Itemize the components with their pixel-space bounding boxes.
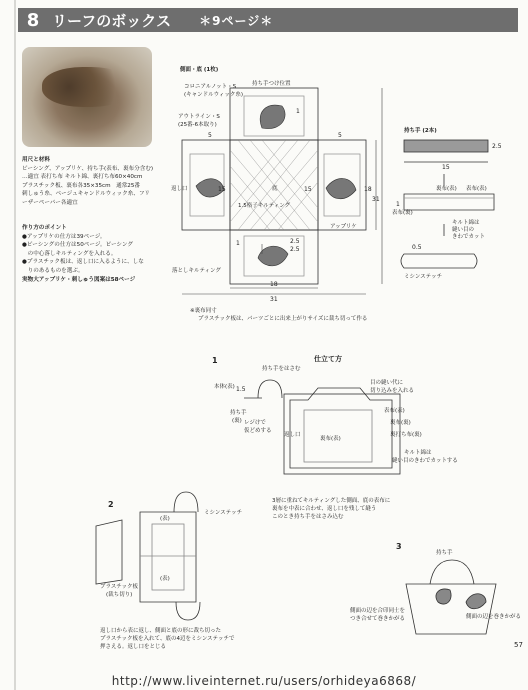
step1-label: 裏打ち布(裏) <box>390 432 422 438</box>
step2-label: (表) <box>160 576 170 582</box>
points-line: の中心落しキルティングを入れる。 <box>22 250 117 257</box>
points-line: ●プラスチック板は、返し口に入るように、しな <box>22 259 144 266</box>
dimension: 31 <box>372 196 380 203</box>
step1-label: 持ち手をはさむ <box>262 366 301 372</box>
step1-label: 切り込みを入れる <box>370 388 415 394</box>
diagram1-label: (キャンドルウィック糸) <box>184 92 243 98</box>
step1-note: 裏布を中表に合わせ、返し口を残して縫う <box>272 506 377 512</box>
dimension: 18 <box>270 281 278 288</box>
step1-label: キルト綿は <box>404 450 432 456</box>
step2-label: (裁ち切り) <box>106 592 133 598</box>
dimension: 15 <box>218 186 226 193</box>
dimension: 2.5 <box>492 143 502 150</box>
diagram1-label: 持ち手つけ位置 <box>252 81 291 87</box>
points-note: 実物大アップリケ・刺しゅう図案は58ページ <box>22 276 136 283</box>
footer-url[interactable]: http://www.liveinternet.ru/users/orhideya6868/ <box>111 674 417 688</box>
step1-label: 表布(表) <box>384 408 405 414</box>
step1-label: 裏布(表) <box>320 436 341 442</box>
step3-label: 側面の辺を巻きかがる <box>466 614 522 620</box>
dimension: 2.5 <box>290 238 300 245</box>
step1-label: レジけで <box>244 420 266 426</box>
points-line: ●ピーシングの仕方は50ページ。ピーシング <box>22 242 133 249</box>
step2-label: プラスチック板 <box>100 584 139 590</box>
dimension: 15 <box>304 186 312 193</box>
diagram2-label: 縫い目の <box>452 227 475 233</box>
materials-line: プラスチック板、裏布各35×35cm 通常25番 <box>22 182 141 189</box>
diagram1-note: ※裏布同寸 <box>190 308 217 314</box>
step-number: 1 <box>212 356 218 365</box>
step-number: 2 <box>108 500 114 509</box>
step2-note: プラスチック板を入れて、底の4辺をミシンステッチで <box>100 636 235 642</box>
diagram1-label: アップリケ <box>330 224 357 230</box>
leaf-right <box>326 178 356 198</box>
diagram1-label: 返し口 <box>171 186 188 192</box>
dimension: 5 <box>338 132 342 139</box>
diagram1-title: 側面・底 (1枚) <box>180 67 219 73</box>
points-line: ●アップリケの仕方は39ページ。 <box>22 233 106 240</box>
diagram2-label: 裏布(表) <box>436 186 457 192</box>
dimension: 1 <box>296 108 300 115</box>
project-title: リーフのボックス <box>52 11 172 30</box>
step2-note: 押さえる。返し口をとじる <box>100 644 167 650</box>
step1-label: 返し口 <box>284 432 301 438</box>
step1-label: 本体(表) <box>214 384 235 390</box>
step2-label: (表) <box>160 516 170 522</box>
diagram1-label: 底 <box>272 186 278 192</box>
step3-label: 持ち手 <box>436 550 453 556</box>
dimension: 0.5 <box>412 244 422 251</box>
points-line: りのあるものを選ぶ。 <box>22 267 84 274</box>
diagram2-title: 持ち手 (2本) <box>404 128 437 134</box>
page-reference: ＊9ページ＊ <box>199 13 274 28</box>
dimension: 2.5 <box>290 246 300 253</box>
materials-line: ビーシング、アップリケ、持ち手(表布、裏布分含む) <box>22 165 154 172</box>
step1-label: 裏布(裏) <box>390 420 411 426</box>
step2-label: ミシンステッチ <box>204 510 243 516</box>
dimension: 1 <box>396 201 400 208</box>
step1-label: (裏) <box>232 418 242 424</box>
dimension: 5 <box>208 132 212 139</box>
page-number: 57 <box>514 641 523 649</box>
assembly-title: 仕立て方 <box>314 355 342 363</box>
diagram1-label: コロニアルノット・S <box>184 84 237 90</box>
diagram1-label: 1.5格子キルティング <box>238 203 291 209</box>
step1-label: 持ち手 <box>230 410 247 416</box>
materials-heading: 用尺と材料 <box>22 157 50 163</box>
leaf-top <box>260 105 285 129</box>
project-number: 8 <box>26 9 40 31</box>
step1-label: 縫い目のきわでカットする <box>392 458 458 464</box>
diagram2-label: ミシンステッチ <box>404 274 443 280</box>
step1-label: 仮どめする <box>244 428 272 434</box>
dimension: 15 <box>442 164 450 171</box>
step1-note: このとき持ち手をはさみ込む <box>272 514 344 520</box>
diagram1-note: プラスチック板は、パーツごとに出来上がりサイズに裁ち切って作る <box>198 316 368 322</box>
diagram1-label: 落としキルティング <box>172 268 221 274</box>
step1-note: 3層に重ねてキルティングした側面、底の表布に <box>272 498 391 504</box>
step-number: 3 <box>396 542 402 551</box>
materials-line: 刺しゅう糸、ベージュキャンドルウィック糸、フリ <box>22 191 150 198</box>
leaf-bottom <box>258 246 288 266</box>
dimension: 31 <box>270 296 278 303</box>
step1-label: 1.5 <box>236 386 246 393</box>
materials-line: …適宜 表打ち布 キルト綿、裏打ち布60×40cm <box>22 174 143 181</box>
diagram2-label: 表布(裏) <box>392 210 413 216</box>
step2-note: 返し口から表に返し、側面と底の形に裁ち切った <box>100 628 222 634</box>
dimension: 18 <box>364 186 372 193</box>
diagram1-label: アウトライン・S <box>178 114 220 120</box>
diagram2-label: 表布(表) <box>466 186 487 192</box>
step3-label: 側面の辺を合印同士を <box>350 608 406 614</box>
points-heading: 作り方のポイント <box>22 225 67 231</box>
step3-label: つき合せて巻きかがる <box>350 616 406 622</box>
diagram2-label: キルト綿は <box>452 220 480 226</box>
materials-line: ーザーペーパー各適宜 <box>22 199 78 206</box>
step1-label: 目の縫い代に <box>370 380 404 386</box>
dimension: 1 <box>236 240 240 247</box>
diagram2-label: きわでカット <box>452 234 485 240</box>
diagram1-label: (25番-6本取り) <box>178 122 217 128</box>
